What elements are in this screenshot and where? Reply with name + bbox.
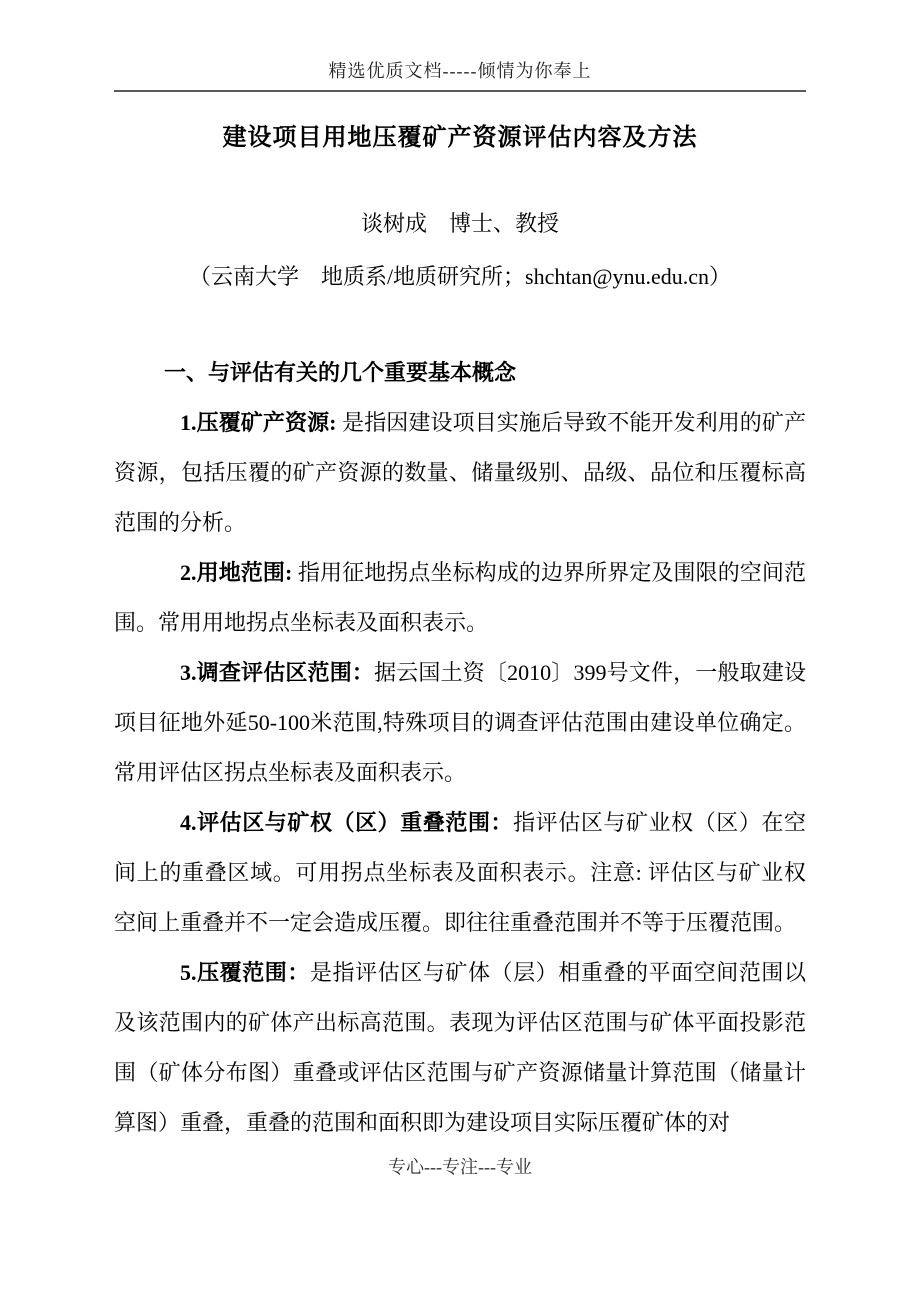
affiliation-line: （云南大学 地质系/地质研究所；shchtan@ynu.edu.cn） [188,264,732,289]
paragraph-5-lead: 5.压覆范围： [180,960,310,985]
document-body [114,348,806,1148]
document-title: 建设项目用地压覆矿产资源评估内容及方法 [222,125,698,151]
header-text: 精选优质文档-----倾情为你奉上 [328,61,592,81]
paragraph-3-lead: 3.调查评估区范围： [180,660,375,685]
paragraph-4-lead: 4.评估区与矿权（区）重叠范围： [180,810,514,835]
paragraph-1-lead: 1.压覆矿产资源: [180,410,337,435]
paragraph-2-text: 指用征地拐点坐标构成的边界所界定及围限的空间范围。常用用地拐点坐标表及面积表示。 [114,560,806,635]
paragraph-2 [114,548,806,648]
paragraph-5-text: 是指评估区与矿体（层）相重叠的平面空间范围以及该范围内的矿体产出标高范围。表现为评估区范围与矿体平面投影范围（矿体分布图）重叠或评估区范围与矿产资源储量计算范围（储量计算图）重叠，重叠的范围和面积即为建设项目实际压覆矿体的对 [114,960,806,1135]
paragraph-4 [114,798,806,948]
paragraph-3-text: 据云国土资〔2010〕399号文件，一般取建设项目征地外延50-100米范围,特殊项目的调查评估范围由建设单位确定。常用评估区拐点坐标表及面积表示。 [114,660,806,785]
section-heading: 一、与评估有关的几个重要基本概念 [164,360,517,385]
paragraph-2-lead: 2.用地范围: [180,560,293,585]
page-header [114,0,806,92]
page-footer: 专心---专注---专业 [388,1157,532,1177]
author-line: 谈树成 博士、教授 [360,211,559,236]
paragraph-3 [114,648,806,798]
paragraph-1-text: 是指因建设项目实施后导致不能开发利用的矿产资源，包括压覆的矿产资源的数量、储量级别、品级、品位和压覆标高范围的分析。 [114,410,806,535]
paragraph-1 [114,398,806,548]
paragraph-4-text: 指评估区与矿业权（区）在空间上的重叠区域。可用拐点坐标表及面积表示。注意: 评估区与矿业权空间上重叠并不一定会造成压覆。即往往重叠范围并不等于压覆范围。 [114,810,806,935]
paragraph-5 [114,948,806,1148]
